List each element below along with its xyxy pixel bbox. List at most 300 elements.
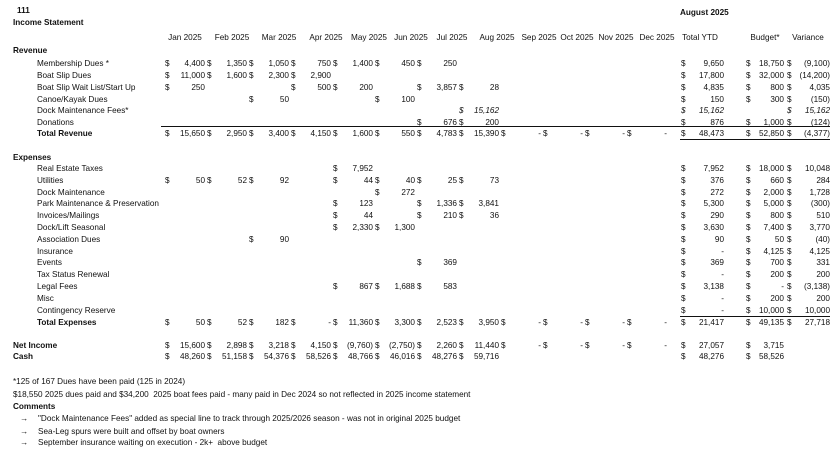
amount-cell: - [328, 318, 331, 327]
currency-symbol: $ [459, 106, 464, 115]
line-item-label: Utilities [37, 176, 64, 185]
amount-cell: 15,390 [473, 129, 499, 138]
amount-cell: 2,300 [268, 71, 289, 80]
amount-cell: 150 [710, 95, 724, 104]
currency-symbol: $ [787, 294, 792, 303]
currency-symbol: $ [291, 341, 296, 350]
currency-symbol: $ [787, 188, 792, 197]
currency-symbol: $ [787, 106, 792, 115]
amount-cell: - [538, 129, 541, 138]
line-item-label: Donations [37, 118, 74, 127]
currency-symbol: $ [787, 306, 792, 315]
amount-cell: 2,898 [226, 341, 247, 350]
amount-cell: 7,400 [763, 223, 784, 232]
currency-symbol: $ [787, 235, 792, 244]
amount-cell: (3,138) [804, 282, 830, 291]
line-item-label: Park Maintenance & Preservation [37, 199, 159, 208]
amount-cell: 272 [710, 188, 724, 197]
amount-cell: 510 [816, 211, 830, 220]
amount-cell: 2,900 [310, 71, 331, 80]
currency-symbol: $ [746, 118, 751, 127]
currency-symbol: $ [375, 282, 380, 291]
currency-symbol: $ [787, 59, 792, 68]
currency-symbol: $ [681, 235, 686, 244]
amount-cell: 2,950 [226, 129, 247, 138]
amount-cell: - [622, 129, 625, 138]
column-header: Total YTD [682, 33, 718, 42]
amount-cell: - [580, 129, 583, 138]
currency-symbol: $ [333, 59, 338, 68]
amount-cell: 1,050 [268, 59, 289, 68]
amount-cell: 583 [443, 282, 457, 291]
comments-heading: Comments [13, 402, 56, 411]
currency-symbol: $ [375, 223, 380, 232]
currency-symbol: $ [417, 129, 422, 138]
currency-symbol: $ [787, 318, 792, 327]
amount-cell: 17,800 [698, 71, 724, 80]
amount-cell: 4,400 [184, 59, 205, 68]
currency-symbol: $ [746, 294, 751, 303]
currency-symbol: $ [746, 83, 751, 92]
amount-cell: 36 [489, 211, 499, 220]
amount-cell: 52,850 [758, 129, 784, 138]
amount-cell: - [721, 270, 724, 279]
amount-cell: 7,952 [352, 164, 373, 173]
line-item-label: Invoices/Mailings [37, 211, 100, 220]
currency-symbol: $ [681, 352, 686, 361]
line-item-label: Events [37, 258, 63, 267]
amount-cell: (9,760) [347, 341, 373, 350]
line-item-label: Tax Status Renewal [37, 270, 110, 279]
amount-cell: 123 [359, 199, 373, 208]
amount-cell: 331 [816, 258, 830, 267]
amount-cell: 9,650 [703, 59, 724, 68]
amount-cell: 200 [485, 118, 499, 127]
line-item-label: Dock Maintenance Fees* [37, 106, 129, 115]
currency-symbol: $ [459, 176, 464, 185]
currency-symbol: $ [249, 71, 254, 80]
currency-symbol: $ [249, 95, 254, 104]
currency-symbol: $ [417, 258, 422, 267]
currency-symbol: $ [207, 59, 212, 68]
amount-cell: 50 [195, 176, 205, 185]
amount-cell: 1,400 [352, 59, 373, 68]
currency-symbol: $ [207, 71, 212, 80]
currency-symbol: $ [681, 247, 686, 256]
line-item-label: Association Dues [37, 235, 101, 244]
amount-cell: (124) [810, 118, 830, 127]
amount-cell: 200 [816, 270, 830, 279]
amount-cell: 200 [770, 270, 784, 279]
currency-symbol: $ [681, 95, 686, 104]
amount-cell: 27,718 [804, 318, 830, 327]
amount-cell: 92 [279, 176, 289, 185]
currency-symbol: $ [375, 95, 380, 104]
currency-symbol: $ [746, 211, 751, 220]
line-item-label: Contingency Reserve [37, 306, 116, 315]
currency-symbol: $ [333, 223, 338, 232]
amount-cell: 59,716 [473, 352, 499, 361]
line-item-label: Real Estate Taxes [37, 164, 103, 173]
amount-cell: - [664, 341, 667, 350]
currency-symbol: $ [746, 282, 751, 291]
currency-symbol: $ [417, 83, 422, 92]
currency-symbol: $ [333, 164, 338, 173]
amount-cell: 18,750 [758, 59, 784, 68]
amount-cell: (150) [810, 95, 830, 104]
currency-symbol: $ [681, 270, 686, 279]
currency-symbol: $ [681, 176, 686, 185]
currency-symbol: $ [207, 352, 212, 361]
amount-cell: 200 [359, 83, 373, 92]
amount-cell: 3,630 [703, 223, 724, 232]
currency-symbol: $ [787, 223, 792, 232]
currency-symbol: $ [165, 59, 170, 68]
comment-text: September insurance waiting on execution - 2k+ above budget [38, 438, 268, 447]
currency-symbol: $ [459, 199, 464, 208]
amount-cell: 210 [443, 211, 457, 220]
currency-symbol: $ [746, 318, 751, 327]
amount-cell: 1,336 [436, 199, 457, 208]
column-header: Variance [792, 33, 824, 42]
amount-cell: - [781, 282, 784, 291]
amount-cell: 272 [401, 188, 415, 197]
amount-cell: (300) [810, 199, 830, 208]
currency-symbol: $ [746, 306, 751, 315]
line-item-label: Boat Slip Dues [37, 71, 92, 80]
amount-cell: - [721, 306, 724, 315]
currency-symbol: $ [459, 341, 464, 350]
amount-cell: (40) [815, 235, 830, 244]
column-header: Jan 2025 [168, 33, 202, 42]
amount-cell: 2,000 [763, 188, 784, 197]
currency-symbol: $ [746, 59, 751, 68]
amount-cell: 15,162 [804, 106, 830, 115]
amount-cell: 867 [359, 282, 373, 291]
currency-symbol: $ [417, 59, 422, 68]
currency-symbol: $ [207, 318, 212, 327]
currency-symbol: $ [746, 199, 751, 208]
amount-cell: 32,000 [758, 71, 784, 80]
comment-text: Sea-Leg spurs were built and offset by boat owners [38, 427, 225, 436]
currency-symbol: $ [165, 176, 170, 185]
amount-cell: 28 [489, 83, 499, 92]
amount-cell: - [538, 318, 541, 327]
amount-cell: 90 [279, 235, 289, 244]
amount-cell: 48,276 [698, 352, 724, 361]
currency-symbol: $ [787, 247, 792, 256]
cash-label: Cash [13, 352, 34, 361]
amount-cell: 3,715 [763, 341, 784, 350]
amount-cell: 1,300 [394, 223, 415, 232]
currency-symbol: $ [681, 258, 686, 267]
expenses-heading: Expenses [13, 153, 52, 162]
amount-cell: 51,158 [221, 352, 247, 361]
amount-cell: 7,952 [703, 164, 724, 173]
amount-cell: 800 [770, 83, 784, 92]
currency-symbol: $ [681, 341, 686, 350]
currency-symbol: $ [681, 106, 686, 115]
column-header: Feb 2025 [214, 33, 250, 42]
amount-cell: 4,150 [310, 341, 331, 350]
amount-cell: 4,035 [809, 83, 830, 92]
amount-cell: 46,016 [389, 352, 415, 361]
column-header: Dec 2025 [639, 33, 675, 42]
amount-cell: 48,276 [431, 352, 457, 361]
currency-symbol: $ [627, 318, 632, 327]
currency-symbol: $ [585, 129, 590, 138]
amount-cell: 54,376 [263, 352, 289, 361]
currency-symbol: $ [746, 164, 751, 173]
currency-symbol: $ [681, 282, 686, 291]
column-header: Oct 2025 [560, 33, 594, 42]
amount-cell: 550 [401, 129, 415, 138]
currency-symbol: $ [291, 83, 296, 92]
amount-cell: 1,600 [352, 129, 373, 138]
currency-symbol: $ [459, 118, 464, 127]
currency-symbol: $ [165, 318, 170, 327]
currency-symbol: $ [291, 129, 296, 138]
amount-cell: 90 [714, 235, 724, 244]
amount-cell: 15,650 [179, 129, 205, 138]
currency-symbol: $ [681, 318, 686, 327]
amount-cell: 18,000 [758, 164, 784, 173]
currency-symbol: $ [249, 352, 254, 361]
amount-cell: 700 [770, 258, 784, 267]
currency-symbol: $ [459, 352, 464, 361]
currency-symbol: $ [681, 223, 686, 232]
currency-symbol: $ [681, 129, 686, 138]
currency-symbol: $ [333, 199, 338, 208]
currency-symbol: $ [585, 341, 590, 350]
amount-cell: 290 [710, 211, 724, 220]
currency-symbol: $ [501, 318, 506, 327]
amount-cell: (14,200) [799, 71, 830, 80]
amount-cell: 800 [770, 211, 784, 220]
currency-symbol: $ [585, 318, 590, 327]
currency-symbol: $ [787, 83, 792, 92]
currency-symbol: $ [543, 129, 548, 138]
amount-cell: 1,350 [226, 59, 247, 68]
amount-cell: 500 [317, 83, 331, 92]
currency-symbol: $ [291, 71, 296, 80]
currency-symbol: $ [459, 211, 464, 220]
currency-symbol: $ [417, 352, 422, 361]
report-code: 111 [17, 6, 30, 15]
amount-cell: - [580, 341, 583, 350]
total-expenses-rule [680, 316, 830, 317]
line-item-label: Insurance [37, 247, 73, 256]
amount-cell: 676 [443, 118, 457, 127]
amount-cell: 3,138 [703, 282, 724, 291]
currency-symbol: $ [787, 129, 792, 138]
currency-symbol: $ [746, 188, 751, 197]
currency-symbol: $ [333, 341, 338, 350]
amount-cell: 52 [237, 318, 247, 327]
currency-symbol: $ [787, 282, 792, 291]
amount-cell: 200 [770, 294, 784, 303]
currency-symbol: $ [333, 129, 338, 138]
currency-symbol: $ [165, 71, 170, 80]
currency-symbol: $ [333, 83, 338, 92]
currency-symbol: $ [249, 235, 254, 244]
currency-symbol: $ [746, 71, 751, 80]
currency-symbol: $ [207, 176, 212, 185]
amount-cell: 300 [770, 95, 784, 104]
currency-symbol: $ [746, 270, 751, 279]
currency-symbol: $ [333, 176, 338, 185]
currency-symbol: $ [627, 129, 632, 138]
line-item-label: Membership Dues * [37, 59, 109, 68]
currency-symbol: $ [787, 95, 792, 104]
line-item-label: Dock/Lift Seasonal [37, 223, 106, 232]
amount-cell: 284 [816, 176, 830, 185]
footnote: *125 of 167 Dues have been paid (125 in 2024) [13, 377, 186, 386]
currency-symbol: $ [375, 318, 380, 327]
total-revenue-rule [161, 126, 830, 127]
amount-cell: 11,360 [348, 318, 373, 327]
column-header: Jul 2025 [436, 33, 468, 42]
currency-symbol: $ [417, 341, 422, 350]
amount-cell: 750 [317, 59, 331, 68]
arrow-icon: → [20, 414, 29, 423]
currency-symbol: $ [681, 199, 686, 208]
line-item-label: Dock Maintenance [37, 188, 105, 197]
currency-symbol: $ [746, 223, 751, 232]
amount-cell: - [721, 247, 724, 256]
currency-symbol: $ [787, 176, 792, 185]
amount-cell: 4,783 [436, 129, 457, 138]
currency-symbol: $ [375, 176, 380, 185]
amount-cell: 15,600 [179, 341, 205, 350]
currency-symbol: $ [417, 318, 422, 327]
amount-cell: 21,417 [698, 318, 724, 327]
currency-symbol: $ [787, 164, 792, 173]
total-label: Total Expenses [37, 318, 97, 327]
amount-cell: 1,600 [226, 71, 247, 80]
amount-cell: 250 [191, 83, 205, 92]
currency-symbol: $ [333, 211, 338, 220]
line-item-label: Misc [37, 294, 54, 303]
amount-cell: (4,377) [804, 129, 830, 138]
report-title: Income Statement [13, 18, 84, 27]
currency-symbol: $ [417, 282, 422, 291]
amount-cell: 369 [710, 258, 724, 267]
currency-symbol: $ [681, 306, 686, 315]
currency-symbol: $ [746, 235, 751, 244]
currency-symbol: $ [291, 59, 296, 68]
amount-cell: 182 [275, 318, 289, 327]
currency-symbol: $ [787, 71, 792, 80]
amount-cell: 100 [401, 95, 415, 104]
amount-cell: - [580, 318, 583, 327]
amount-cell: 200 [816, 294, 830, 303]
amount-cell: 10,000 [804, 306, 830, 315]
amount-cell: 4,125 [809, 247, 830, 256]
currency-symbol: $ [681, 59, 686, 68]
amount-cell: 1,000 [763, 118, 784, 127]
amount-cell: 58,526 [305, 352, 331, 361]
amount-cell: 3,218 [268, 341, 289, 350]
currency-symbol: $ [417, 211, 422, 220]
currency-symbol: $ [375, 129, 380, 138]
currency-symbol: $ [291, 352, 296, 361]
currency-symbol: $ [681, 83, 686, 92]
currency-symbol: $ [746, 341, 751, 350]
amount-cell: 2,330 [352, 223, 373, 232]
currency-symbol: $ [207, 341, 212, 350]
currency-symbol: $ [746, 247, 751, 256]
amount-cell: 3,770 [809, 223, 830, 232]
currency-symbol: $ [249, 129, 254, 138]
currency-symbol: $ [249, 176, 254, 185]
amount-cell: 876 [710, 118, 724, 127]
currency-symbol: $ [681, 164, 686, 173]
net-income-label: Net Income [13, 341, 58, 350]
currency-symbol: $ [459, 83, 464, 92]
currency-symbol: $ [746, 258, 751, 267]
amount-cell: 3,841 [478, 199, 499, 208]
amount-cell: 11,440 [474, 341, 499, 350]
amount-cell: 50 [195, 318, 205, 327]
currency-symbol: $ [417, 199, 422, 208]
currency-symbol: $ [681, 188, 686, 197]
column-header: Budget* [750, 33, 780, 42]
arrow-icon: → [20, 438, 29, 447]
footnote: $18,550 2025 dues paid and $34,200 2025 boat fees paid - many paid in Dec 2024 so not reflected in 2025 income statement [13, 390, 471, 399]
amount-cell: 52 [237, 176, 247, 185]
amount-cell: 50 [279, 95, 289, 104]
currency-symbol: $ [165, 341, 170, 350]
amount-cell: 3,857 [436, 83, 457, 92]
amount-cell: 376 [710, 176, 724, 185]
currency-symbol: $ [681, 118, 686, 127]
amount-cell: 11,000 [180, 71, 205, 80]
amount-cell: 3,300 [394, 318, 415, 327]
currency-symbol: $ [681, 211, 686, 220]
total-revenue-underline [680, 139, 830, 140]
amount-cell: - [721, 294, 724, 303]
amount-cell: 73 [489, 176, 499, 185]
amount-cell: 25 [447, 176, 457, 185]
total-label: Total Revenue [37, 129, 93, 138]
currency-symbol: $ [746, 352, 751, 361]
currency-symbol: $ [375, 59, 380, 68]
currency-symbol: $ [249, 59, 254, 68]
amount-cell: (2,750) [389, 341, 415, 350]
amount-cell: - [664, 318, 667, 327]
column-header: Nov 2025 [598, 33, 634, 42]
currency-symbol: $ [165, 129, 170, 138]
comment-text: "Dock Maintenance Fees" added as special line to track through 2025/2026 season - was not in original 2025 budget [38, 414, 461, 423]
currency-symbol: $ [459, 129, 464, 138]
currency-symbol: $ [333, 352, 338, 361]
amount-cell: 660 [770, 176, 784, 185]
amount-cell: 49,135 [758, 318, 784, 327]
currency-symbol: $ [375, 352, 380, 361]
amount-cell: - [622, 318, 625, 327]
currency-symbol: $ [627, 341, 632, 350]
line-item-label: Boat Slip Wait List/Start Up [37, 83, 136, 92]
amount-cell: 58,526 [758, 352, 784, 361]
currency-symbol: $ [375, 341, 380, 350]
currency-symbol: $ [459, 318, 464, 327]
amount-cell: 50 [774, 235, 784, 244]
amount-cell: 48,260 [179, 352, 205, 361]
currency-symbol: $ [787, 211, 792, 220]
currency-symbol: $ [787, 270, 792, 279]
amount-cell: 4,150 [310, 129, 331, 138]
